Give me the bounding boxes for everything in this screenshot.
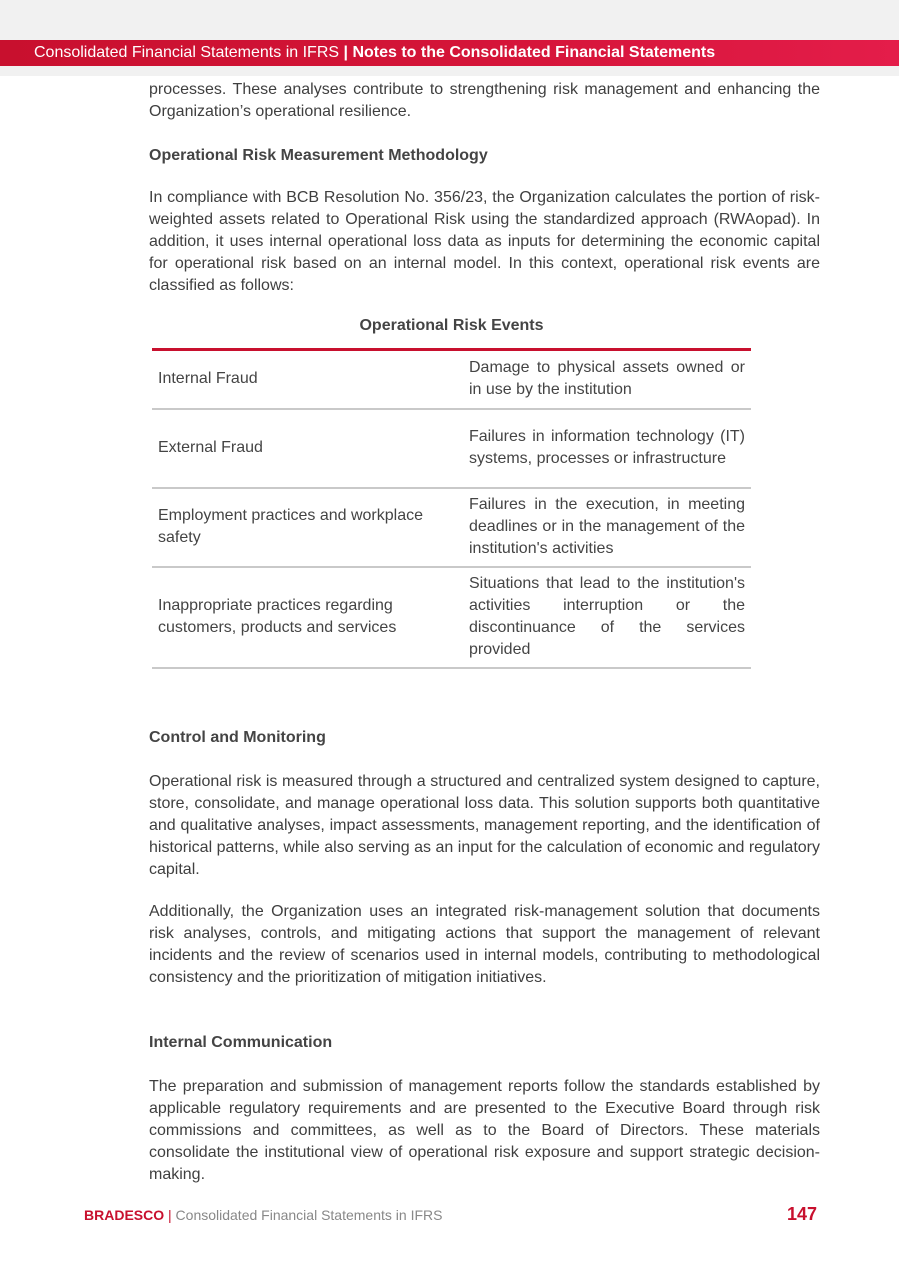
footer-separator: | <box>168 1207 172 1223</box>
risk-events-table <box>152 348 751 669</box>
risk-event-type: Inappropriate practices regarding customers, products and services <box>152 567 463 668</box>
measurement-heading: Operational Risk Measurement Methodology <box>149 147 488 164</box>
measurement-section <box>149 145 820 297</box>
measurement-paragraph: In compliance with BCB Resolution No. 356/23, the Organization calculates the portion of risk-weighted assets related to Operational Risk using the standardized approach (RWAopad). In addition, it uses internal operational loss data as inputs for determining the economic capital for operational risk based on an internal model. In this context, operational risk events are classified as follows: <box>149 189 820 294</box>
intro-block <box>149 79 820 123</box>
table-row <box>152 350 751 409</box>
page-number: 147 <box>786 1204 817 1224</box>
risk-event-type: Employment practices and workplace safety <box>152 488 463 567</box>
top-margin <box>0 0 899 40</box>
table-title: Operational Risk Events <box>359 317 544 334</box>
control-section <box>149 727 820 989</box>
control-heading: Control and Monitoring <box>149 729 326 746</box>
communication-heading: Internal Communication <box>149 1034 333 1051</box>
risk-event-description: Failures in the execution, in meeting deadlines or in the management of the institution's activities <box>463 488 751 567</box>
intro-paragraph: processes. These analyses contribute to strengthening risk management and enhancing the Organization’s operational resilience. <box>149 81 820 120</box>
control-paragraph-1: Operational risk is measured through a structured and centralized system designed to capture, store, consolidate, and manage operational loss data. This solution supports both quantitative and qualitative analyses, impact assessments, management reporting, and the identification of historical patterns, while also serving as an input for the calculation of economic and regulatory capital. <box>149 773 820 878</box>
footer <box>84 1205 442 1225</box>
risk-event-description: Situations that lead to the institution's activities interruption or the discontinuance of the services provided <box>463 567 751 668</box>
footer-brand: BRADESCO <box>84 1207 165 1223</box>
header-right: Notes to the Consolidated Financial Statements <box>352 44 716 61</box>
table-row <box>152 409 751 488</box>
communication-section <box>149 1032 820 1186</box>
header-left: Consolidated Financial Statements in IFRS <box>34 44 340 61</box>
header-separator: | <box>343 44 348 61</box>
communication-paragraph: The preparation and submission of management reports follow the standards established by applicable regulatory requirements and are presented to the Executive Board through risk commissions and committees, as well as to the Board of Directors. These materials consolidate the institutional view of operational risk exposure and support strategic decision-making. <box>149 1078 820 1183</box>
table-row <box>152 567 751 668</box>
risk-event-type: External Fraud <box>152 409 463 488</box>
risk-event-description: Failures in information technology (IT) systems, processes or infrastructure <box>463 409 751 488</box>
header-underband <box>0 66 899 76</box>
control-paragraph-2: Additionally, the Organization uses an integrated risk-management solution that documents risk analyses, controls, and mitigating actions that support the management of relevant incidents and the review of scenarios used in internal models, contributing to methodological consistency and the prioritization of mitigation initiatives. <box>149 903 820 986</box>
risk-event-description: Damage to physical assets owned or in use by the institution <box>463 350 751 409</box>
header-banner <box>0 40 899 66</box>
footer-title: Consolidated Financial Statements in IFRS <box>175 1207 443 1223</box>
risk-event-type: Internal Fraud <box>152 350 463 409</box>
table-row <box>152 488 751 567</box>
